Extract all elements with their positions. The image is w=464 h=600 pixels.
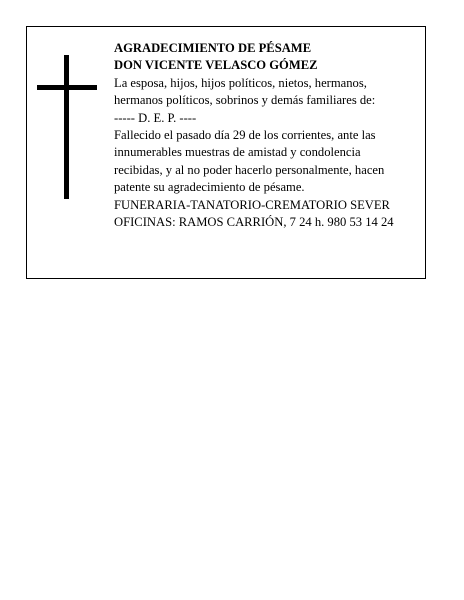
message-line-2: innumerables muestras de amistad y condolencia	[114, 145, 361, 160]
cross-vertical-bar	[64, 55, 69, 199]
notice-heading: AGRADECIMIENTO DE PÉSAME	[114, 41, 312, 55]
funeral-home-name: FUNERARIA-TANATORIO-CREMATORIO SEVER	[114, 197, 390, 212]
message-line-3: recibidas, y al no poder hacerlo personalmente, hacen	[114, 162, 385, 177]
offices-contact: OFICINAS: RAMOS CARRIÓN, 7 24 h. 980 53 14 24	[114, 215, 394, 230]
deceased-name: DON VICENTE VELASCO GÓMEZ	[114, 58, 318, 73]
latin-cross-icon	[37, 55, 97, 199]
message-line-4: patente su agradecimiento de pésame.	[114, 180, 305, 195]
family-line-2: hermanos políticos, sobrinos y demás familiares de:	[114, 93, 376, 108]
message-line-1: Fallecido el pasado día 29 de los corrientes, ante las	[114, 128, 376, 143]
family-line-1: La esposa, hijos, hijos políticos, nietos, hermanos,	[114, 75, 367, 90]
dep-line: ----- D. E. P. ----	[114, 110, 197, 125]
cross-horizontal-bar	[37, 85, 97, 90]
obituary-notice	[26, 26, 426, 279]
notice-content	[114, 40, 422, 231]
